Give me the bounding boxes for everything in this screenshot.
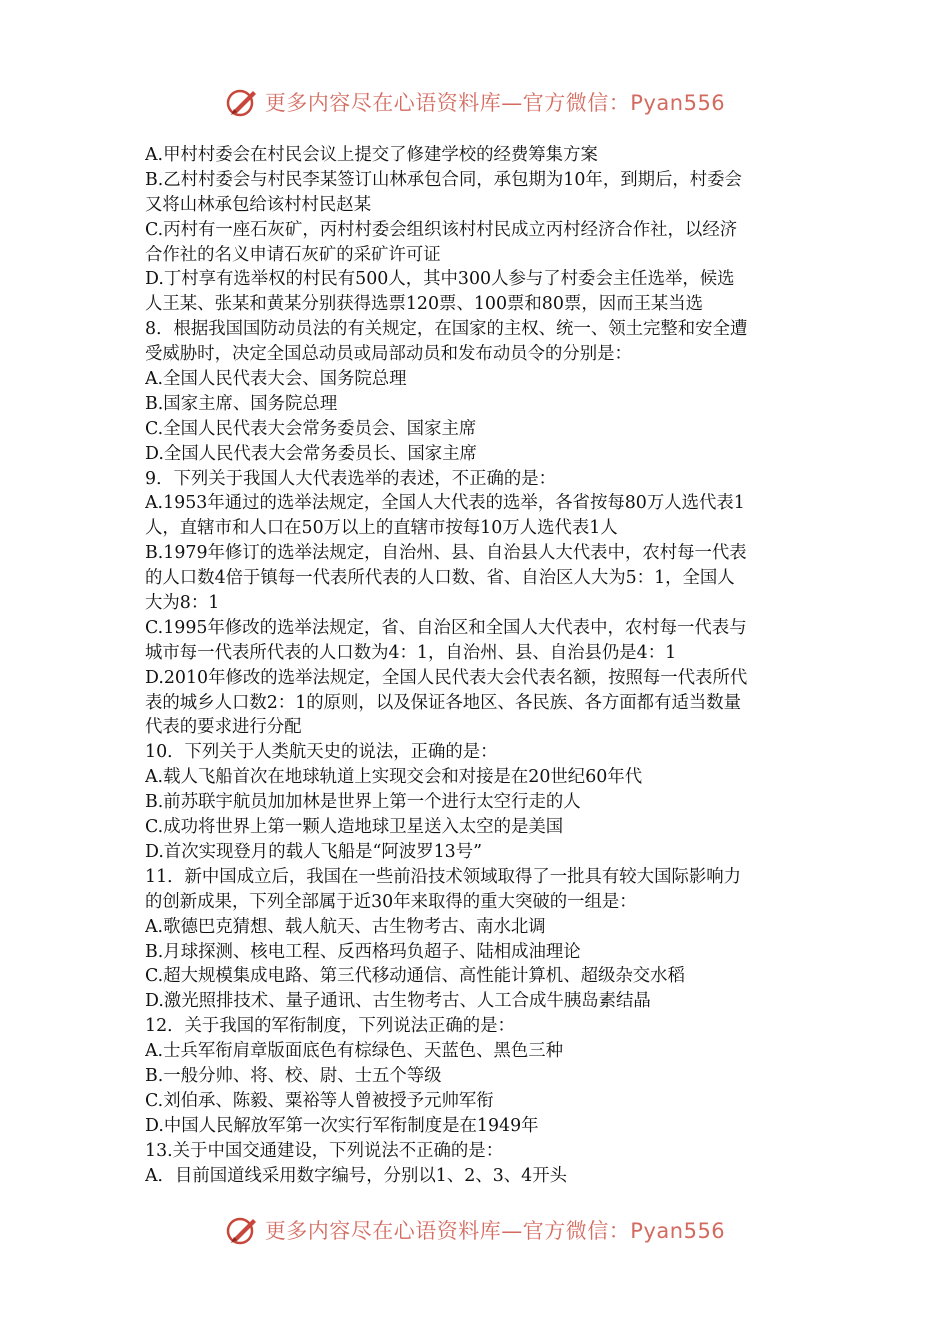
- option-line: D.激光照排技术、量子通讯、古生物考古、人工合成牛胰岛素结晶: [145, 991, 651, 1012]
- banner-text: 更多内容尽在心语资料库—官方微信：Pyan556: [264, 1219, 726, 1243]
- question-9: 9．下列关于我国人大代表选举的表述，不正确的是：: [145, 468, 557, 489]
- option-line: B.一般分帅、将、校、尉、士五个等级: [145, 1065, 442, 1086]
- footer-banner: [0, 1210, 950, 1250]
- question-12: 12．关于我国的军衔制度，下列说法正确的是：: [145, 1016, 515, 1037]
- question-10: 10．下列关于人类航天史的说法，正确的是：: [145, 742, 498, 763]
- text-line: 表的城乡人口数2：1的原则，以及保证各地区、各民族、各方面都有适当数量: [145, 692, 742, 713]
- text-line: 的人口数4倍于镇每一代表所代表的人口数、省、自治区人大为5：1，全国人: [145, 568, 735, 589]
- question-8: 8．根据我国国防动员法的有关规定，在国家的主权、统一、领土完整和安全遭: [145, 319, 748, 340]
- text-line: 又将山林承包给该村村民赵某: [145, 194, 372, 215]
- text-line: B.1979年修订的选举法规定，自治州、县、自治县人大代表中，农村每一代表: [145, 543, 747, 564]
- option-line: D.全国人民代表大会常务委员长、国家主席: [145, 443, 477, 464]
- text-line: 城市每一代表所代表的人口数为4：1，自治州、县、自治县仍是4：1: [145, 642, 677, 663]
- text-line: 大为8：1: [145, 593, 220, 614]
- text-line: 人，直辖市和人口在50万以上的直辖市按每10万人选代表1人: [145, 518, 618, 539]
- option-line: B.月球探测、核电工程、反西格玛负超子、陆相成油理论: [145, 941, 581, 962]
- text-line: 人王某、张某和黄某分别获得选票120票、100票和80票，因而王某当选: [145, 294, 704, 315]
- pen-logo-icon: [225, 1213, 259, 1247]
- option-line: B.前苏联宇航员加加林是世界上第一个进行太空行走的人: [145, 792, 581, 813]
- question-13: 13.关于中国交通建设，下列说法不正确的是：: [145, 1140, 504, 1161]
- question-11: 11．新中国成立后，我国在一些前沿技术领域取得了一批具有较大国际影响力: [145, 866, 742, 887]
- option-line: C.成功将世界上第一颗人造地球卫星送入太空的是美国: [145, 817, 564, 838]
- option-line: C.全国人民代表大会常务委员会、国家主席: [145, 418, 477, 439]
- text-line: D.丁村享有选举权的村民有500人，其中300人参与了村委会主任选举，候选: [145, 269, 735, 290]
- text-line: C.1995年修改的选举法规定，省、自治区和全国人大代表中，农村每一代表与: [145, 617, 747, 638]
- text-line: 代表的要求进行分配: [145, 717, 302, 738]
- text-line: 的创新成果，下列全部属于近30年来取得的重大突破的一组是：: [145, 891, 637, 912]
- option-line: C.刘伯承、陈毅、粟裕等人曾被授予元帅军衔: [145, 1090, 494, 1111]
- pen-logo-icon: [225, 85, 259, 119]
- option-line: A.载人飞船首次在地球轨道上实现交会和对接是在20世纪60年代: [145, 767, 643, 788]
- header-banner: [0, 82, 950, 122]
- option-line: A.士兵军衔肩章版面底色有棕绿色、天蓝色、黑色三种: [145, 1041, 564, 1062]
- text-line: C.丙村有一座石灰矿，丙村村委会组织该村村民成立丙村经济合作社，以经济: [145, 219, 738, 240]
- text-line: B.乙村村委会与村民李某签订山林承包合同，承包期为10年，到期后，村委会: [145, 169, 742, 190]
- text-line: 受威胁时，决定全国总动员或局部动员和发布动员令的分别是：: [145, 344, 632, 365]
- text-line: D.2010年修改的选举法规定，全国人民代表大会代表名额，按照每一代表所代: [145, 667, 748, 688]
- option-line: A.全国人民代表大会、国务院总理: [145, 369, 407, 390]
- option-line: C.超大规模集成电路、第三代移动通信、高性能计算机、超级杂交水稻: [145, 966, 685, 987]
- document-body: [145, 143, 809, 1188]
- option-line: A.歌德巴克猜想、载人航天、古生物考古、南水北调: [145, 916, 546, 937]
- option-line: B.国家主席、国务院总理: [145, 393, 338, 414]
- option-line: A．目前国道线采用数字编号，分别以1、2、3、4开头: [145, 1165, 568, 1186]
- option-line: D.首次实现登月的载人飞船是“阿波罗13号”: [145, 841, 483, 862]
- text-line: 合作社的名义申请石灰矿的采矿许可证: [145, 244, 441, 265]
- banner-text: 更多内容尽在心语资料库—官方微信：Pyan556: [264, 91, 726, 115]
- option-line: D.中国人民解放军第一次实行军衔制度是在1949年: [145, 1115, 539, 1136]
- text-line: A.甲村村委会在村民会议上提交了修建学校的经费筹集方案: [145, 145, 598, 165]
- text-line: A.1953年通过的选举法规定，全国人大代表的选举，各省按每80万人选代表1: [145, 493, 745, 514]
